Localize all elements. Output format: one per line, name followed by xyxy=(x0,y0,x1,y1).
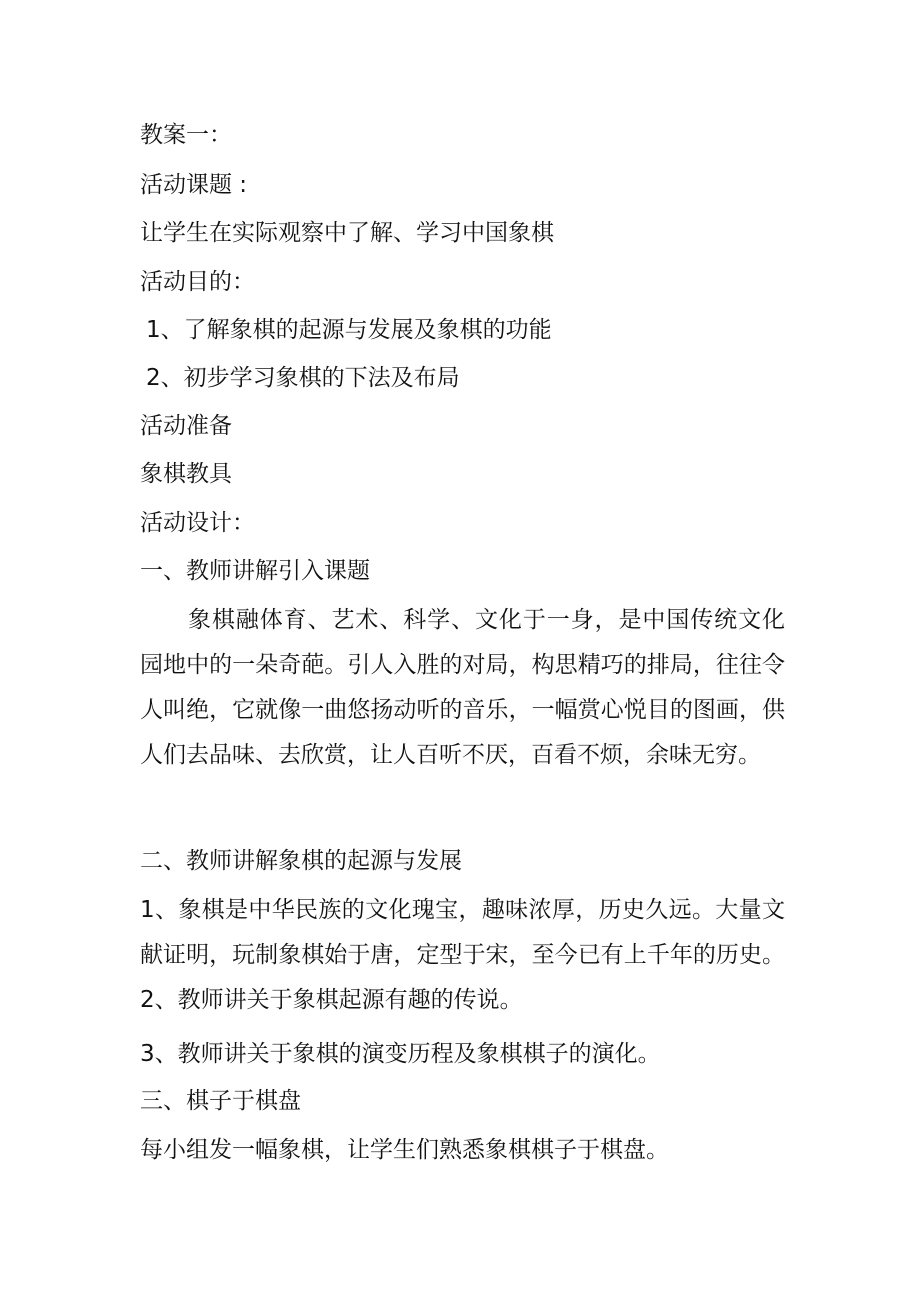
section1-title: 一、教师讲解引入课题 xyxy=(140,558,370,584)
topic-text: 让学生在实际观察中了解、学习中国象棋 xyxy=(140,220,554,246)
prep-text: 象棋教具 xyxy=(140,461,232,487)
section3-title: 三、棋子于棋盘 xyxy=(140,1088,301,1114)
doc-heading: 教案一： xyxy=(140,122,232,148)
section3-text: 每小组发一幅象棋，让学生们熟悉象棋棋子于棋盘。 xyxy=(140,1137,669,1163)
goals-label: 活动目的： xyxy=(140,269,255,295)
section2-paragraph: 1、象棋是中华民族的文化瑰宝，趣味浓厚，历史久远。大量文献证明，玩制象棋始于唐，定型于宋，至今已有上千年的历史。 2、教师讲关于象棋起源有趣的传说。 xyxy=(140,897,785,1013)
section2-title: 二、教师讲解象棋的起源与发展 xyxy=(140,848,462,874)
design-label: 活动设计： xyxy=(140,510,255,536)
goal-item: 1、了解象棋的起源与发展及象棋的功能 xyxy=(146,317,552,343)
prep-label: 活动准备 xyxy=(140,413,232,439)
section2-item3: 3、教师讲关于象棋的演变历程及象棋棋子的演化。 xyxy=(140,1041,661,1067)
section1-paragraph: 象棋融体育、艺术、科学、文化于一身，是中国传统文化园地中的一朵奇葩。引人入胜的对局，构思精巧的排局，往往令人叫绝，它就像一曲悠扬动听的音乐，一幅赏心悦目的图画，供人们去品味、去欣赏，让人百听不厌，百看不烦，余味无穷。 xyxy=(140,607,785,768)
goal-item: 2、初步学习象棋的下法及布局 xyxy=(146,365,460,391)
topic-label: 活动课题 : xyxy=(140,172,248,198)
